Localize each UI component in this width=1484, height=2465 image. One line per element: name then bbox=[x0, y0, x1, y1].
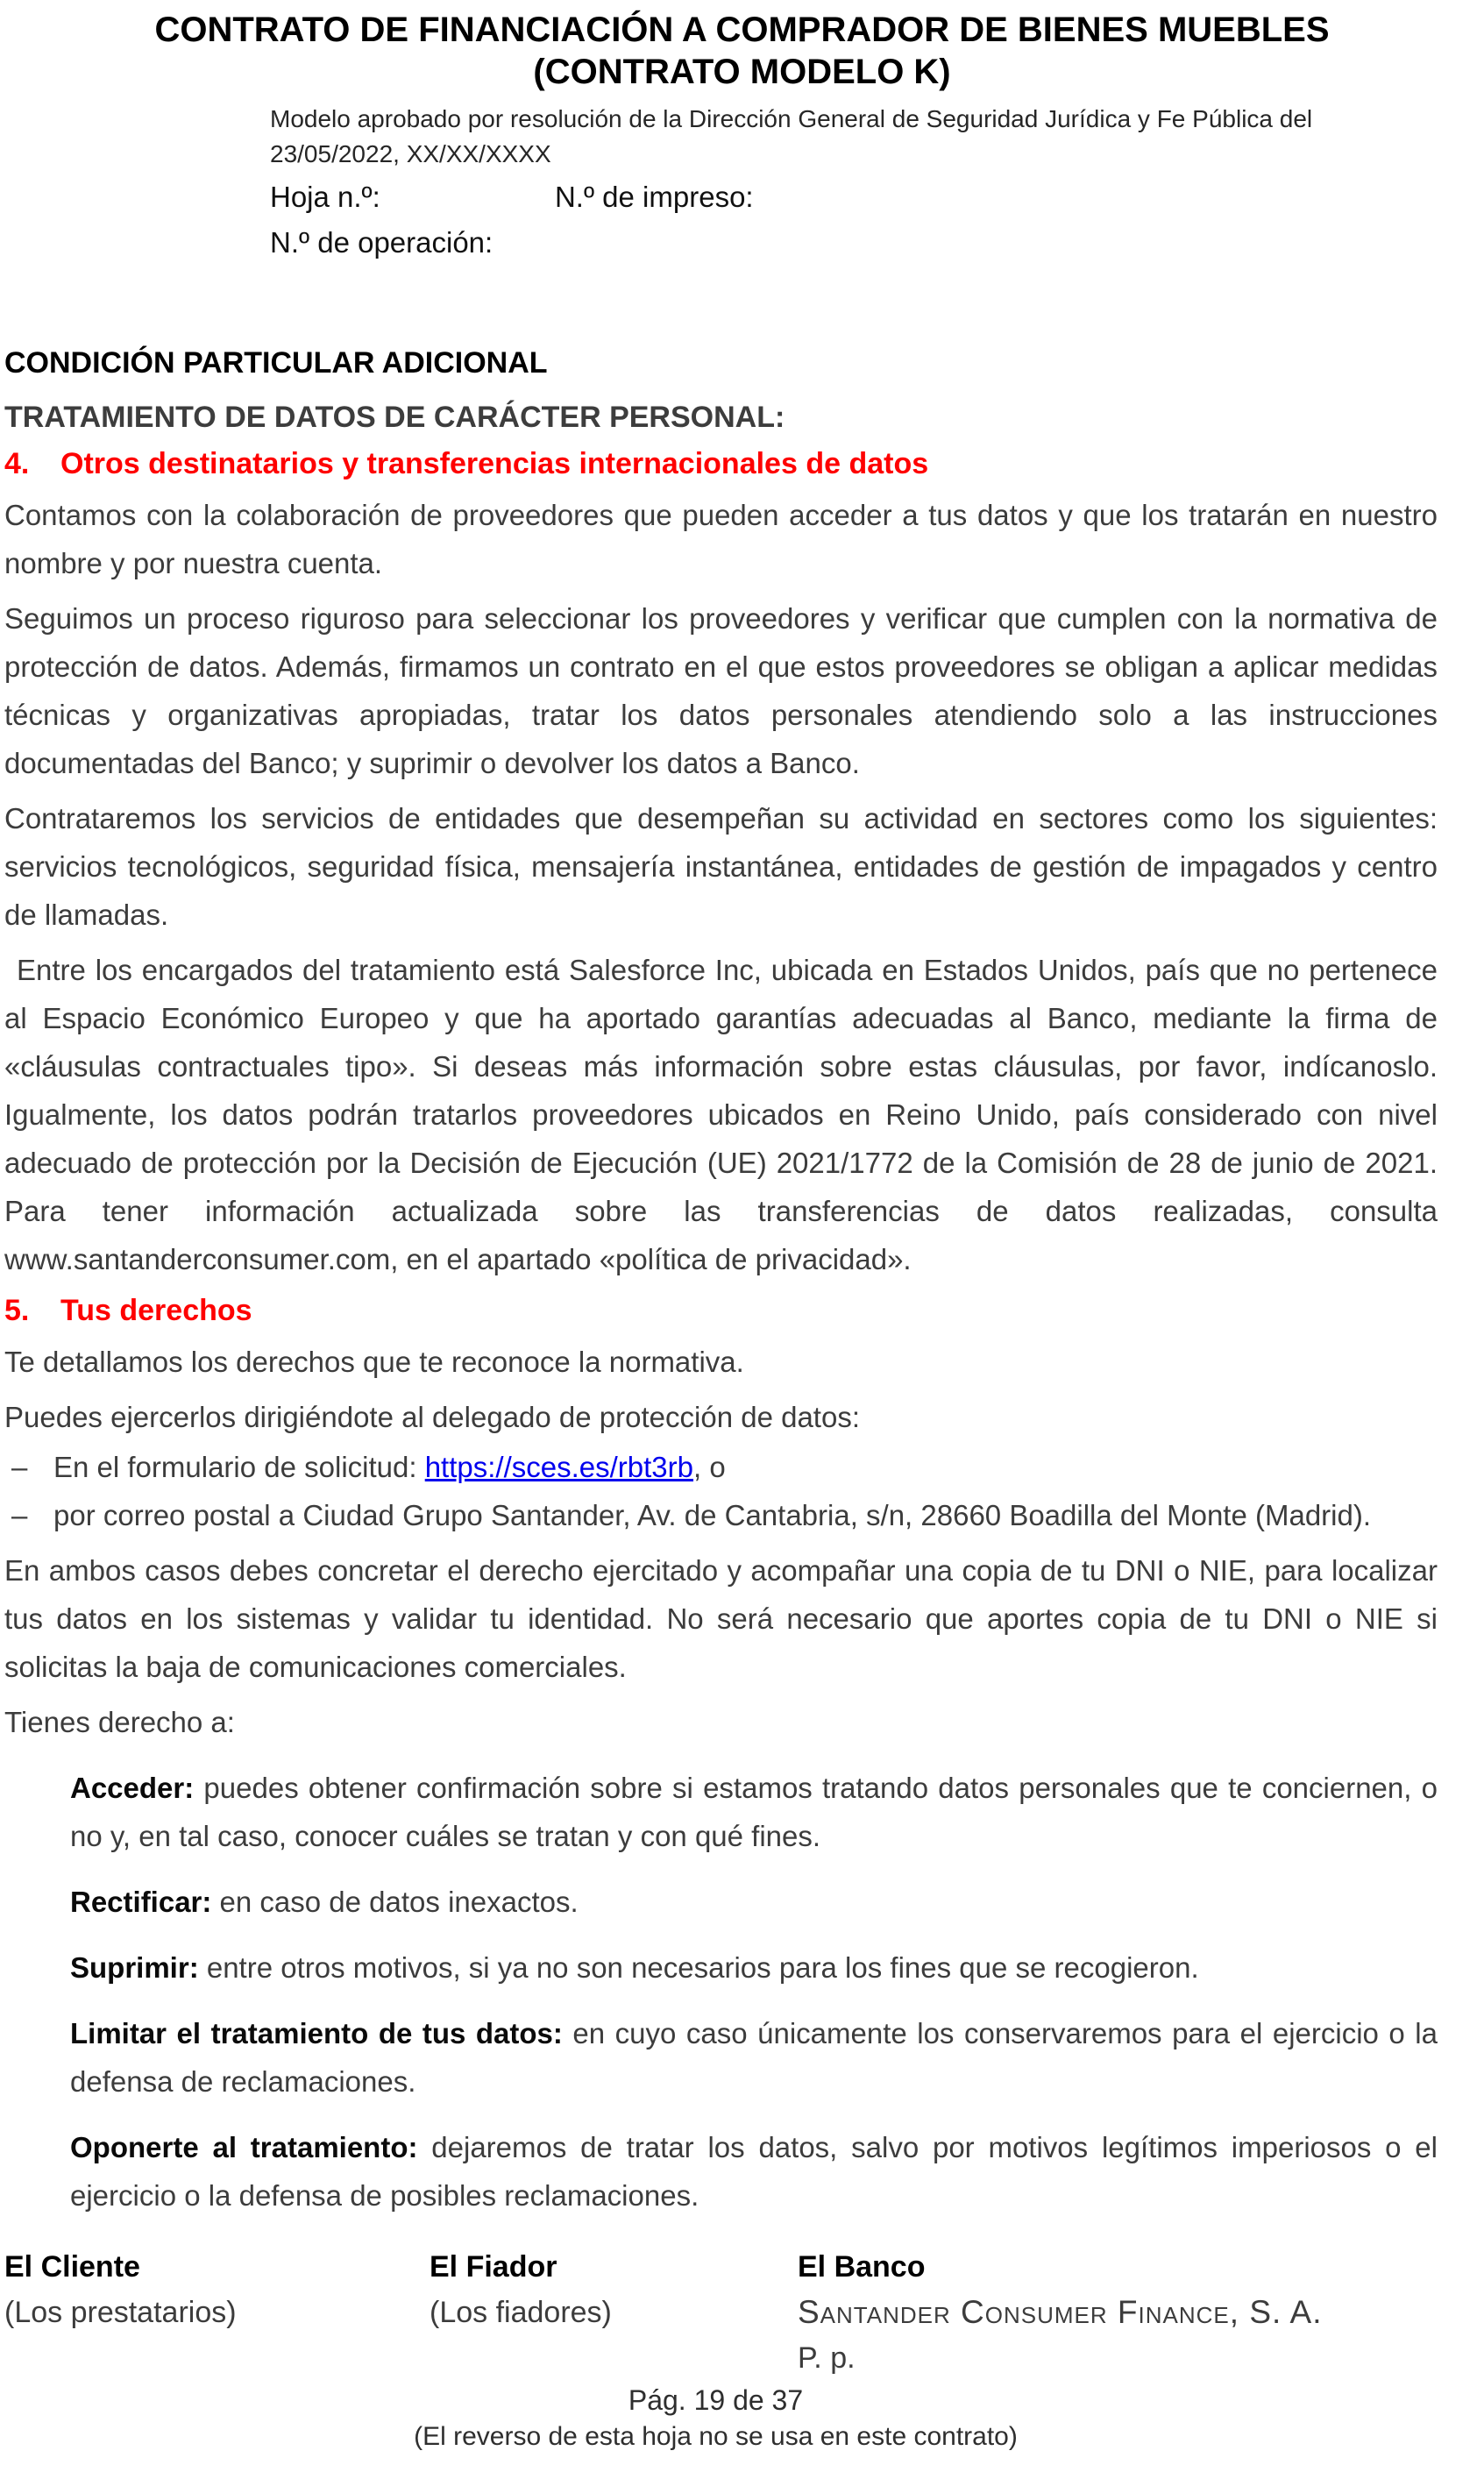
operation-number-row bbox=[270, 223, 1438, 263]
bank-name: Santander Consumer Finance, S. A. bbox=[798, 2294, 1323, 2330]
request-form-link[interactable]: https://sces.es/rbt3rb bbox=[424, 1451, 694, 1483]
clause-5-number: 5. bbox=[4, 1294, 30, 1327]
section-heading: CONDICIÓN PARTICULAR ADICIONAL bbox=[4, 346, 548, 380]
clause-5-title: Tus derechos bbox=[60, 1294, 252, 1327]
right-text: en cuyo caso únicamente los conservaremos para el ejercicio o la defensa de reclamaciones. bbox=[70, 2017, 1438, 2098]
signature-column-guarantor bbox=[430, 2244, 798, 2381]
page-subtitle: (CONTRATO MODELO K) bbox=[533, 53, 951, 91]
bullet-postal-text: por correo postal a Ciudad Grupo Santander, Av. de Cantabria, s/n, 28660 Boadilla del Monte (Madrid). bbox=[53, 1499, 1372, 1531]
right-label: Acceder: bbox=[70, 1772, 195, 1804]
paragraph-salesforce-transfers: Entre los encargados del tratamiento está Salesforce Inc, ubicada en Estados Unidos, país que no pertenece al Espacio Económico Europeo y que ha aportado garantías adecuadas al Banco, mediante la firma de «cláusulas contractuales tipo». Si deseas más información sobre estas cláusulas, por favor, indícanoslo. Igualmente, los datos podrán tratarlos proveedores ubicados en Reino Unido, país considerado con nivel adecuado de protección por la Decisión de Ejecución (UE) 2021/1772 de la Comisión de 28 de junio de 2021. Para tener información actualizada sobre las transferencias de datos realizadas, consulta www.santanderconsumer.com, en el apartado «política de privacidad». bbox=[4, 954, 1438, 1275]
document-header bbox=[0, 9, 1484, 93]
right-item-rectify bbox=[70, 1878, 1438, 1926]
clause-5-heading bbox=[4, 1290, 1438, 1331]
right-item-limit bbox=[70, 2009, 1438, 2106]
signature-role-bank: El Banco bbox=[798, 2250, 926, 2284]
bullet-form-suffix: , o bbox=[693, 1451, 726, 1483]
right-text: dejaremos de tratar los datos, salvo por motivos legítimos imperiosos o el ejercicio o la defensa de posibles reclamaciones. bbox=[70, 2131, 1438, 2212]
signature-column-client bbox=[4, 2244, 430, 2381]
approval-note-line1: Modelo aprobado por resolución de la Dirección General de Seguridad Jurídica y Fe Pública del bbox=[270, 105, 1313, 132]
rights-list-intro: Tienes derecho a: bbox=[4, 1706, 235, 1738]
bullet-item-form bbox=[11, 1443, 1438, 1491]
right-label: Limitar el tratamiento de tus datos: bbox=[70, 2017, 563, 2049]
approval-note-line2: 23/05/2022, XX/XX/XXXX bbox=[270, 140, 551, 167]
rights-intro-paragraph: Te detallamos los derechos que te reconoce la normativa. bbox=[4, 1346, 744, 1378]
signature-role-guarantor: El Fiador bbox=[430, 2250, 557, 2284]
right-label: Suprimir: bbox=[70, 1951, 199, 1984]
clause-4-title: Otros destinatarios y transferencias internacionales de datos bbox=[60, 447, 929, 480]
right-label: Oponerte al tratamiento: bbox=[70, 2131, 418, 2163]
footer-note: (El reverso de esta hoja no se usa en este contrato) bbox=[414, 2422, 1018, 2451]
footer-page-number: Pág. 19 de 37 bbox=[628, 2384, 804, 2416]
dash-marker: – bbox=[11, 1451, 28, 1483]
signature-column-bank bbox=[798, 2244, 1484, 2381]
signature-sub-client: (Los prestatarios) bbox=[4, 2296, 237, 2329]
right-item-oppose bbox=[70, 2123, 1438, 2220]
paragraph-sectors: Contrataremos los servicios de entidades que desempeñan su actividad en sectores como los siguientes: servicios tecnológicos, seguridad física, mensajería instantánea, entidades de gestión de impagados y centro de llamadas. bbox=[4, 802, 1438, 931]
header-fields-row bbox=[270, 177, 1438, 217]
signature-role-client: El Cliente bbox=[4, 2250, 140, 2284]
rights-list bbox=[70, 1764, 1438, 2220]
approval-note bbox=[270, 102, 1438, 172]
right-text: entre otros motivos, si ya no son necesarios para los fines que se recogieron. bbox=[198, 1951, 1199, 1984]
document-body bbox=[4, 263, 1438, 2220]
dash-marker: – bbox=[11, 1499, 28, 1531]
paragraph-id-requirement: En ambos casos debes concretar el derecho ejercitado y acompañar una copia de tu DNI o NIE, para localizar tus datos en los sistemas y validar tu identidad. No será necesario que aportes copia de tu DNI o NIE si solicitas la baja de comunicaciones comerciales. bbox=[4, 1554, 1438, 1683]
page-title: CONTRATO DE FINANCIACIÓN A COMPRADOR DE BIENES MUEBLES bbox=[154, 11, 1330, 49]
sheet-number-label: Hoja n.º: bbox=[270, 181, 380, 213]
bank-pp: P. p. bbox=[798, 2341, 856, 2375]
signature-columns bbox=[4, 2244, 1484, 2381]
dpo-contact-intro: Puedes ejercerlos dirigiéndote al delegado de protección de datos: bbox=[4, 1401, 860, 1433]
operation-number-label: N.º de operación: bbox=[270, 226, 493, 259]
right-item-access bbox=[70, 1764, 1438, 1860]
print-number-label: N.º de impreso: bbox=[554, 181, 754, 213]
clause-4-number: 4. bbox=[4, 447, 30, 480]
signature-sub-guarantor: (Los fiadores) bbox=[430, 2296, 612, 2329]
right-item-delete bbox=[70, 1943, 1438, 1992]
right-text: en caso de datos inexactos. bbox=[211, 1886, 579, 1918]
data-protection-heading: TRATAMIENTO DE DATOS DE CARÁCTER PERSONAL: bbox=[4, 401, 785, 434]
paragraph-selection-process: Seguimos un proceso riguroso para seleccionar los proveedores y verificar que cumplen con la normativa de protección de datos. Además, firmamos un contrato en el que estos proveedores se obligan a aplicar medidas técnicas y organizativas apropiadas, tratar los datos personales atendiendo solo a las instrucciones documentadas del Banco; y suprimir o devolver los datos a Banco. bbox=[4, 602, 1438, 779]
bullet-form-prefix: En el formulario de solicitud: bbox=[53, 1451, 425, 1483]
bullet-item-postal bbox=[11, 1491, 1438, 1539]
bullet-form-text bbox=[53, 1443, 1438, 1491]
right-label: Rectificar: bbox=[70, 1886, 212, 1918]
page-footer bbox=[0, 2381, 1484, 2465]
clause-4-heading bbox=[4, 444, 1438, 484]
right-text: puedes obtener confirmación sobre si estamos tratando datos personales que te conciernen, o no y, en tal caso, conocer cuáles se tratan y con qué fines. bbox=[70, 1772, 1438, 1852]
paragraph-providers: Contamos con la colaboración de proveedores que pueden acceder a tus datos y que los tratarán en nuestro nombre y por nuestra cuenta. bbox=[4, 499, 1438, 579]
contact-bullet-list bbox=[11, 1443, 1438, 1539]
